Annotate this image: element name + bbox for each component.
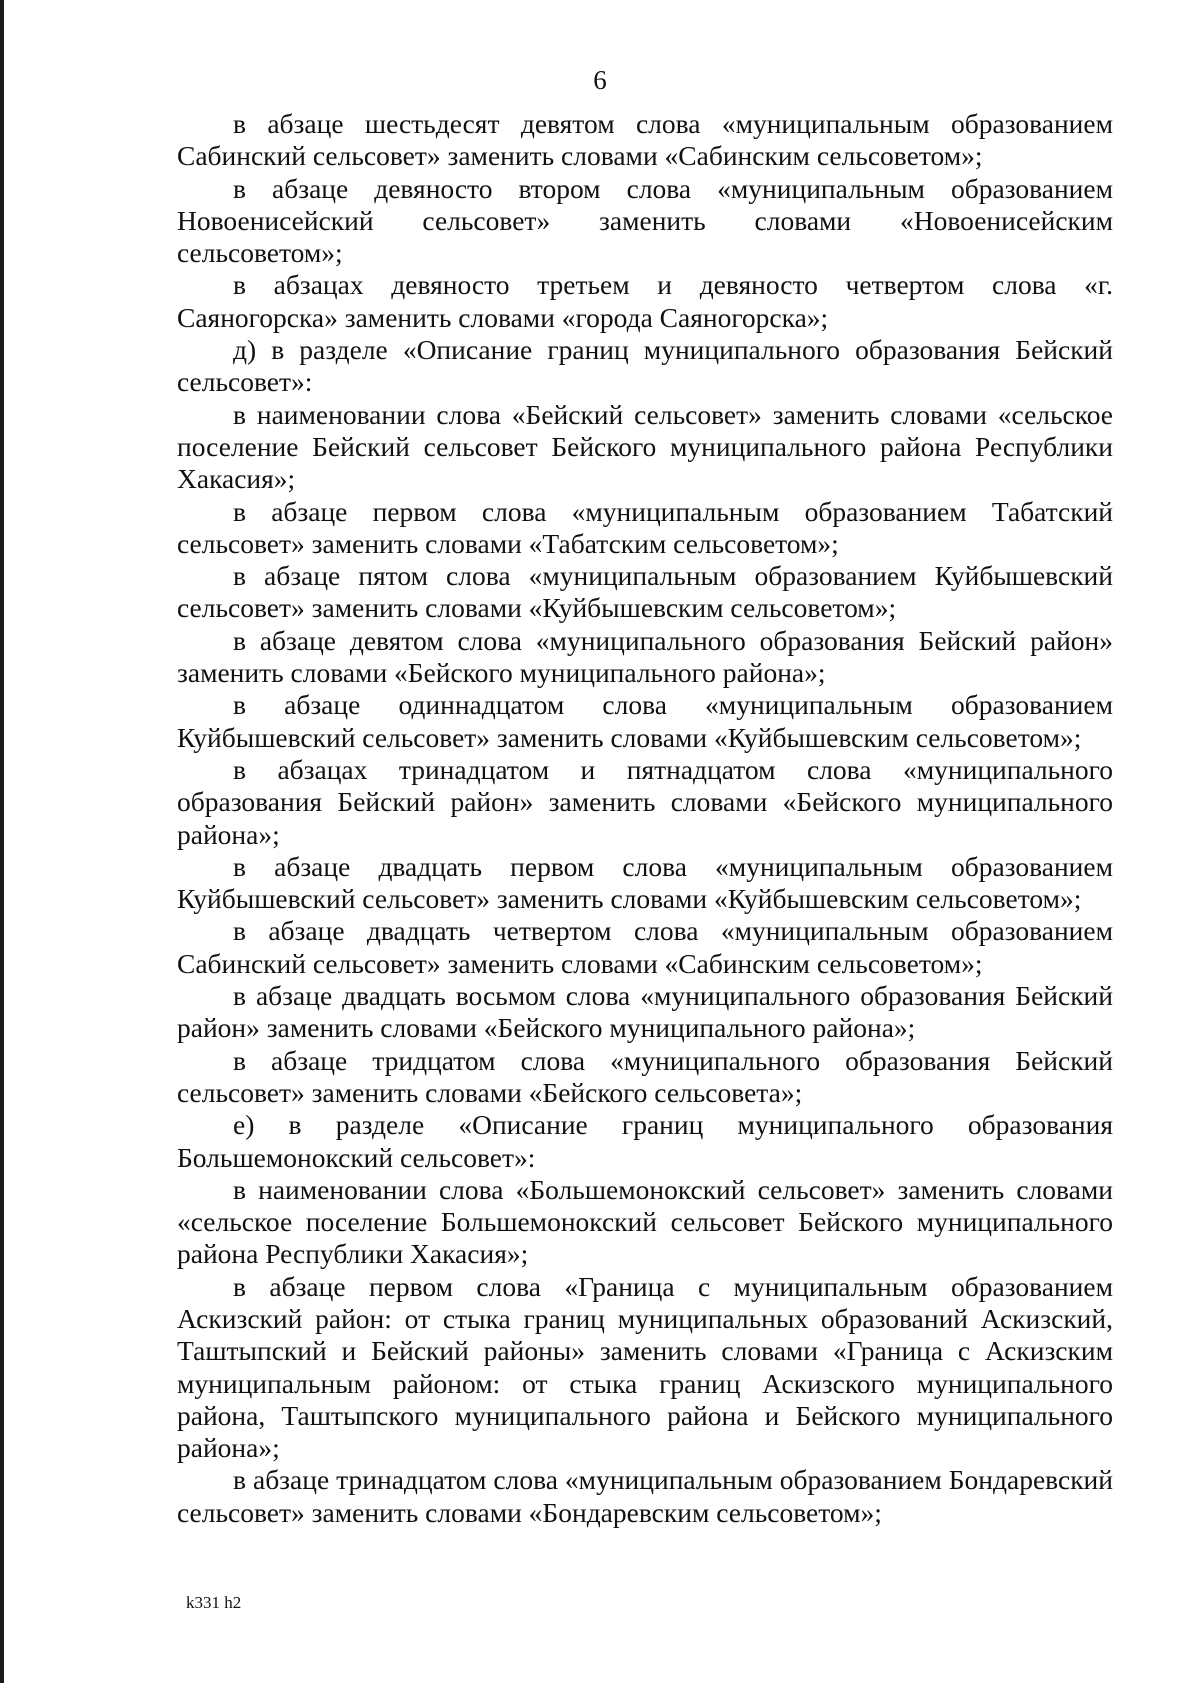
paragraph: в абзаце пятом слова «муниципальным образованием Куйбышевский сельсовет» заменить словами «Куйбышевским сельсоветом»; — [177, 560, 1113, 624]
paragraph: в абзаце двадцать первом слова «муниципальным образованием Куйбышевский сельсовет» заменить словами «Куйбышевским сельсоветом»; — [177, 850, 1113, 915]
paragraph: в абзаце девяносто втором слова «муниципальным образованием Новоенисейский сельсовет» заменить словами «Новоенисейским сельсоветом»; — [177, 172, 1113, 269]
paragraph: д) в разделе «Описание границ муниципального образования Бейский сельсовет»: — [177, 334, 1113, 398]
paragraph: в абзаце одиннадцатом слова «муниципальным образованием Куйбышевский сельсовет» заменить словами «Куйбышевским сельсоветом»; — [177, 689, 1113, 753]
paragraph: в абзаце тринадцатом слова «муниципальным образованием Бондаревский сельсовет» заменить словами «Бондаревским сельсоветом»; — [177, 1464, 1113, 1528]
paragraph: в абзацах девяносто третьем и девяносто четвертом слова «г. Саяногорска» заменить словами «города Саяногорска»; — [177, 269, 1113, 333]
paragraph: в абзаце первом слова «муниципальным образованием Табатский сельсовет» заменить словами «Табатским сельсоветом»; — [177, 495, 1113, 559]
paragraph: в наименовании слова «Бейский сельсовет» заменить словами «сельское поселение Бейский сельсовет Бейского муниципального района Республики Хакасия»; — [177, 398, 1113, 495]
paragraph: в абзаце тридцатом слова «муниципального образования Бейский сельсовет» заменить словами «Бейского сельсовета»; — [177, 1044, 1113, 1108]
paragraph: в абзаце шестьдесят девятом слова «муниципальным образованием Сабинский сельсовет» заменить словами «Сабинским сельсоветом»; — [177, 108, 1113, 172]
page-number: 6 — [593, 65, 607, 95]
paragraph: в абзаце двадцать восьмом слова «муниципального образования Бейский район» заменить словами «Бейского муниципального района»; — [177, 980, 1113, 1044]
paragraph: в абзаце первом слова «Граница с муниципальным образованием Аскизский район: от стыка границ муниципальных образований Аскизский, Таштыпский и Бейский районы» заменить словами «Граница с Аскизским муниципальным районом: от стыка границ Аскизского муниципального района, Таштыпского муниципального района и Бейского муниципального района»; — [177, 1270, 1113, 1464]
document-body — [177, 108, 1113, 1529]
paragraph: е) в разделе «Описание границ муниципального образования Большемонокский сельсовет»: — [177, 1109, 1113, 1173]
document-code: k331 h2 — [186, 1593, 242, 1612]
paragraph: в абзаце двадцать четвертом слова «муниципальным образованием Сабинский сельсовет» заменить словами «Сабинским сельсоветом»; — [177, 915, 1113, 979]
scan-edge-line — [0, 0, 4, 1683]
paragraph: в наименовании слова «Большемонокский сельсовет» заменить словами «сельское поселение Большемонокский сельсовет Бейского муниципального района Республики Хакасия»; — [177, 1173, 1113, 1270]
paragraph: в абзацах тринадцатом и пятнадцатом слова «муниципального образования Бейский район» заменить словами «Бейского муниципального района»; — [177, 753, 1113, 850]
paragraph: в абзаце девятом слова «муниципального образования Бейский район» заменить словами «Бейского муниципального района»; — [177, 624, 1113, 689]
